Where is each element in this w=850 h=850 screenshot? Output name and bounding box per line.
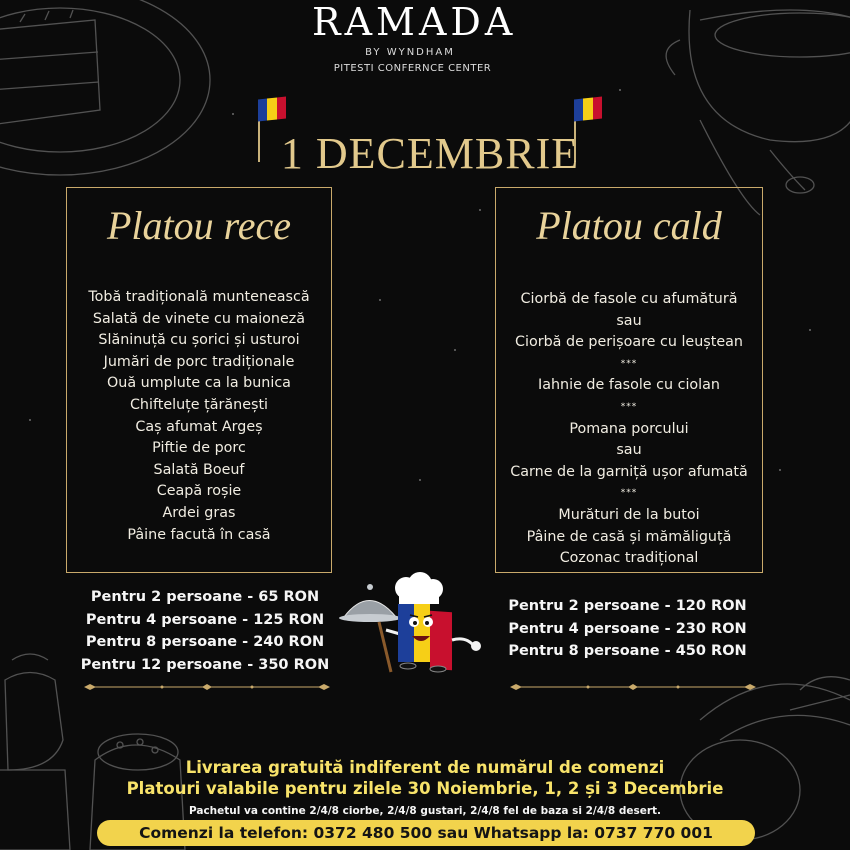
platou-cald-prices — [500, 595, 755, 663]
menu-item: Ouă umplute ca la bunica — [107, 375, 291, 392]
price-line: Pentru 8 persoane - 240 RON — [85, 634, 325, 650]
menu-item: Jumări de porc tradiționale — [103, 353, 295, 370]
platou-cald-title: Platou cald — [536, 203, 722, 248]
event-title: 1 DECEMBRIE — [280, 129, 580, 178]
ornament-divider-left — [82, 682, 332, 692]
menu-item: Ardei gras — [162, 504, 236, 521]
menu-item: sau — [616, 312, 642, 329]
validity-notice: Platouri valabile pentru zilele 30 Noiembrie, 1, 2 și 3 Decembrie — [126, 779, 724, 798]
price-line: Pentru 2 persoane - 120 RON — [508, 598, 747, 614]
platou-rece-title: Platou rece — [106, 203, 291, 248]
menu-item: Pâine facută în casă — [127, 526, 271, 543]
package-contents-note: Pachetul va contine 2/4/8 ciorbe, 2/4/8 gustari, 2/4/8 fel de baza si 2/4/8 desert. — [188, 805, 662, 817]
menu-item: sau — [616, 442, 642, 459]
price-line: Pentru 4 persoane - 125 RON — [85, 611, 325, 628]
menu-item: Tobă tradițională muntenească — [88, 289, 310, 305]
platou-rece-panel — [66, 187, 332, 573]
menu-item: Cozonac tradițional — [559, 550, 699, 567]
menu-item: Caș afumat Argeș — [135, 418, 263, 435]
menu-separator: *** — [620, 488, 638, 499]
delivery-notice: Livrarea gratuită indiferent de numărul de comenzi — [185, 758, 665, 777]
menu-item: Ceapă roșie — [156, 483, 242, 500]
price-line: Pentru 8 persoane - 450 RON — [508, 643, 747, 659]
price-line: Pentru 12 persoane - 350 RON — [80, 656, 330, 673]
menu-item: Pâine de casă și mămăliguță — [526, 528, 732, 545]
price-line: Pentru 2 persoane - 65 RON — [90, 589, 320, 605]
platou-rece-prices — [80, 586, 330, 676]
chef-mascot-icon — [334, 572, 486, 680]
price-line: Pentru 4 persoane - 230 RON — [508, 620, 747, 637]
ornament-divider-right — [508, 682, 758, 692]
platou-cald-panel — [495, 187, 763, 573]
menu-item: Slăninuță cu șorici și usturoi — [98, 332, 300, 349]
menu-item: Chifteluțe țărănești — [129, 396, 269, 413]
menu-item: Salată Boeuf — [153, 461, 245, 478]
menu-item: Piftie de porc — [152, 440, 246, 457]
menu-item: Ciorbă de fasole cu afumătură — [520, 291, 738, 307]
menu-item: Salată de vinete cu maioneză — [92, 310, 306, 327]
platou-cald-items — [496, 289, 762, 570]
menu-item: Pomana porcului — [569, 420, 689, 437]
menu-item: Iahnie de fasole cu ciolan — [538, 377, 720, 394]
brand-location: PITESTI CONFERNCE CENTER — [333, 63, 492, 74]
brand-logo-name: RAMADA — [312, 0, 517, 44]
menu-item: Carne de la garniță ușor afumată — [510, 463, 748, 480]
menu-item: Ciorbă de perișoare cu leuștean — [515, 334, 743, 351]
menu-separator: *** — [620, 358, 638, 369]
order-contact-bar: Comenzi la telefon: 0372 480 500 sau Whatsapp la: 0737 770 001 — [97, 820, 755, 846]
platou-rece-items — [67, 287, 331, 546]
brand-byline: BY WYNDHAM — [365, 47, 455, 58]
menu-separator: *** — [620, 401, 638, 412]
menu-item: Murături de la butoi — [558, 506, 700, 523]
